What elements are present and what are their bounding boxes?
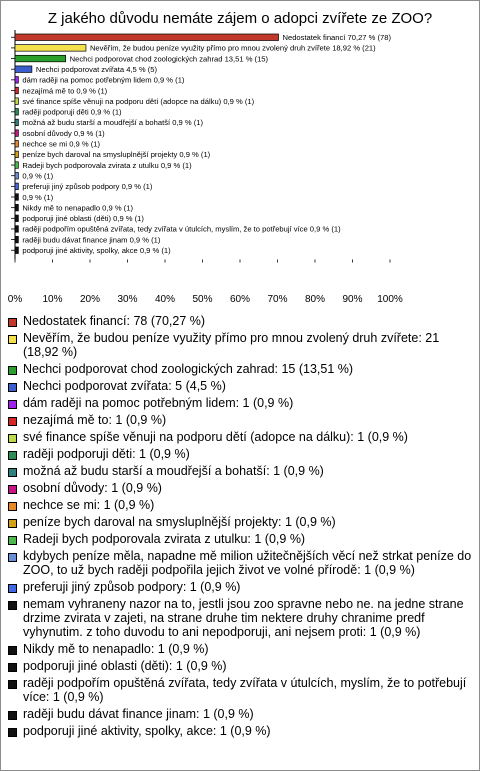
bar-label: Nedostatek financí 70,27 % (78) — [282, 33, 392, 42]
legend-label: raději podpořím opuštěná zvířata, tedy zvířata v útulcích, myslím, že to potřebují více: 1 (0,9 %) — [23, 676, 467, 704]
bar-label: raději budu dávat finance jinam 0,9 % (1) — [22, 235, 161, 245]
bar-label: peníze bych daroval na smysluplnější projekty 0,9 % (1) — [22, 150, 211, 160]
legend-item — [8, 362, 474, 376]
legend-swatch — [8, 728, 17, 737]
legend-label: preferuji jiný způsob podpory: 1 (0,9 %) — [23, 580, 241, 594]
bar-label: Nechci podporovat chod zoologických zahrad 13,51 % (15) — [69, 54, 269, 64]
legend-swatch — [8, 383, 17, 392]
bar — [15, 194, 18, 201]
bar-label: Radeji bych podporovala zvirata z utulku 0,9 % (1) — [22, 160, 192, 170]
legend-item — [8, 707, 474, 721]
legend-item — [8, 396, 474, 410]
legend-label: Nevěřím, že budou peníze využity přímo pro mnou zvolený druh zvířete: 21 (18,92 %) — [23, 331, 440, 359]
legend-label: své finance spíše věnuji na podporu dětí (adopce na dálku): 1 (0,9 %) — [23, 430, 408, 444]
legend-label: osobní důvody: 1 (0,9 %) — [23, 481, 162, 495]
bar — [15, 77, 18, 84]
legend-item — [8, 314, 474, 328]
x-tick-label: 50% — [192, 294, 213, 305]
legend-swatch — [8, 601, 17, 610]
bar-label: podporuji jiné aktivity, spolky, akce 0,9 % (1) — [22, 246, 171, 255]
legend-item — [8, 498, 474, 512]
legend-swatch — [8, 711, 17, 720]
legend-label: Nikdy mě to nenapadlo: 1 (0,9 %) — [23, 642, 209, 656]
legend-label: nechce se mi: 1 (0,9 %) — [23, 498, 155, 512]
x-tick-label: 0% — [7, 294, 23, 305]
legend-item — [8, 447, 474, 461]
legend-label: nezajímá mě to: 1 (0,9 %) — [23, 413, 167, 427]
legend-item — [8, 597, 474, 639]
legend-swatch — [8, 536, 17, 545]
bar-label: 0,9 % (1) — [22, 192, 54, 202]
legend-swatch — [8, 485, 17, 494]
legend-swatch — [8, 366, 17, 375]
legend-item — [8, 331, 474, 359]
x-tick-label: 90% — [342, 294, 363, 305]
bar-label: raději podpořím opuštěná zvířata, tedy zvířata v útulcích, myslím, že to potřebují více 0,9 % (1) — [22, 224, 341, 234]
legend-label: Nechci podporovat chod zoologických zahrad: 15 (13,51 %) — [23, 362, 354, 376]
legend-item — [8, 481, 474, 495]
bar — [15, 172, 18, 179]
bar — [15, 215, 18, 222]
bar-label: raději podporuji děti 0,9 % (1) — [22, 107, 122, 117]
bar — [15, 119, 18, 126]
legend-item — [8, 642, 474, 656]
bar — [15, 183, 18, 190]
legend-item — [8, 379, 474, 393]
bar-label: preferuji jiný způsob podpory 0,9 % (1) — [22, 182, 153, 192]
x-tick-label: 30% — [117, 294, 138, 305]
bar — [15, 45, 86, 52]
legend-swatch — [8, 502, 17, 511]
legend-swatch — [8, 318, 17, 327]
legend-swatch — [8, 400, 17, 409]
bar — [15, 151, 18, 158]
legend-swatch — [8, 335, 17, 344]
legend-item — [8, 549, 474, 577]
legend-label: dám raději na pomoc potřebným lidem: 1 (0,9 %) — [23, 396, 294, 410]
bar — [15, 162, 18, 169]
legend-swatch — [8, 434, 17, 443]
bar-label: osobní důvody 0,9 % (1) — [22, 128, 105, 138]
bar — [15, 204, 18, 211]
legend-item — [8, 413, 474, 427]
bar — [15, 141, 18, 148]
x-tick-label: 10% — [42, 294, 63, 305]
x-tick-label: 70% — [267, 294, 288, 305]
x-tick-label: 60% — [229, 294, 251, 305]
legend-label: peníze bych daroval na smysluplnější projekty: 1 (0,9 %) — [23, 515, 336, 529]
legend-item — [8, 430, 474, 444]
legend-label: kdybych peníze měla, napadne mě milion užitečnějších věcí než strkat peníze do ZOO, to už bych raději podpořila jejich život ve volné přírodě: 1 (0,9 %) — [23, 549, 472, 577]
bar — [15, 87, 18, 94]
x-tick-label: 80% — [304, 294, 326, 305]
x-tick-label: 20% — [79, 294, 101, 305]
bar — [15, 34, 279, 41]
legend-swatch — [8, 646, 17, 655]
bar — [15, 66, 32, 73]
bar — [15, 247, 18, 254]
bar-label: Nevěřím, že budou peníze využity přímo pro mnou zvolený druh zvířete 18,92 % (21) — [89, 43, 376, 53]
bar — [15, 226, 18, 233]
legend-swatch — [8, 417, 17, 426]
legend-swatch — [8, 663, 17, 672]
x-tick-label: 40% — [154, 294, 176, 305]
bar-label: dám raději na pomoc potřebným lidem 0,9 % (1) — [22, 75, 185, 85]
legend-item — [8, 515, 474, 529]
legend-label: Nedostatek financí: 78 (70,27 %) — [23, 314, 206, 328]
legend-swatch — [8, 680, 17, 689]
bar — [15, 98, 18, 105]
legend-item — [8, 659, 474, 673]
bar-plot — [0, 0, 480, 310]
legend-label: Radeji bych podporovala zvirata z utulku: 1 (0,9 %) — [23, 532, 306, 546]
bar-label: Nikdy mě to nenapadlo 0,9 % (1) — [22, 203, 133, 213]
legend-label: raději podporuji děti: 1 (0,9 %) — [23, 447, 190, 461]
bar — [15, 55, 66, 62]
legend-item — [8, 724, 474, 738]
legend-label: podporuji jiné oblasti (děti): 1 (0,9 %) — [23, 659, 227, 673]
legend-label: Nechci podporovat zvířata: 5 (4,5 %) — [23, 379, 226, 393]
legend-item — [8, 464, 474, 478]
bar-label: podporuji jiné oblasti (děti) 0,9 % (1) — [22, 214, 144, 224]
legend-swatch — [8, 584, 17, 593]
bar-label: Nechci podporovat zvířata 4,5 % (5) — [35, 64, 158, 74]
bar — [15, 236, 18, 243]
bar-label: 0,9 % (1) — [22, 171, 54, 181]
bar-label: nechce se mi 0,9 % (1) — [22, 139, 101, 149]
legend-item — [8, 676, 474, 704]
legend-swatch — [8, 468, 17, 477]
legend-swatch — [8, 553, 17, 562]
chart-title: Z jakého důvodu nemáte zájem o adopci zvířete ze ZOO? — [47, 10, 433, 27]
legend-item — [8, 580, 474, 594]
legend-swatch — [8, 451, 17, 460]
bar — [15, 130, 18, 137]
legend-label: nemam vyhraneny nazor na to, jestli jsou zoo spravne nebo ne. na jedne strane drzime zvirata v zajeti, na strane druhe tim nektere druhy chranime predf vyhynutim. z toho duvodu to ani nepodporuji, ani nejsem proti: 1 (0,9 %) — [23, 597, 464, 639]
bar — [15, 109, 18, 116]
bar-label: své finance spíše věnuji na podporu dětí (adopce na dálku) 0,9 % (1) — [22, 96, 255, 106]
chart-legend — [8, 314, 474, 741]
x-tick-label: 100% — [377, 294, 403, 305]
bar-label: nezajímá mě to 0,9 % (1) — [22, 86, 108, 96]
legend-label: raději budu dávat finance jinam: 1 (0,9 %) — [23, 707, 254, 721]
bar-label: možná až budu starší a moudřejší a bohatší 0,9 % (1) — [22, 118, 204, 128]
legend-swatch — [8, 519, 17, 528]
legend-label: podporuji jiné aktivity, spolky, akce: 1 (0,9 %) — [23, 724, 271, 738]
legend-label: možná až budu starší a moudřejší a bohatší: 1 (0,9 %) — [23, 464, 324, 478]
legend-item — [8, 532, 474, 546]
